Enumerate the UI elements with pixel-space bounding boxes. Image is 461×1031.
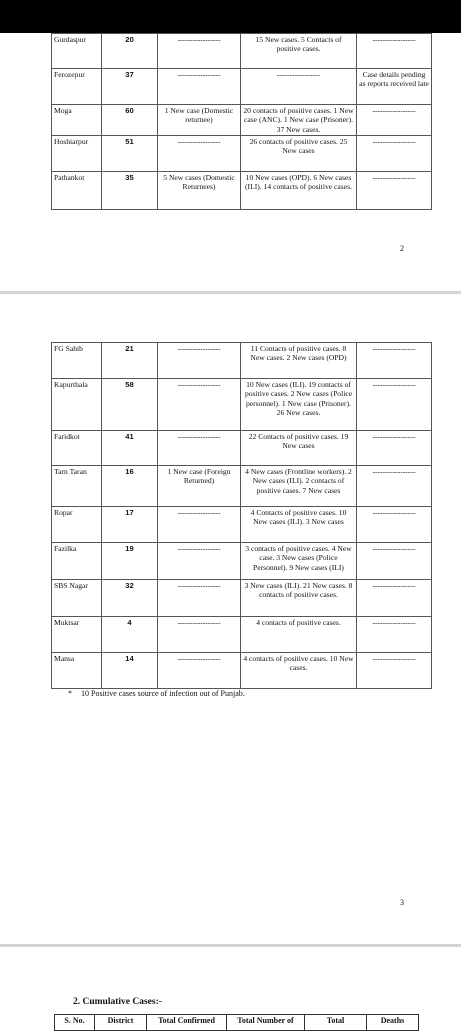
details-cell: 10 New cases (ILI). 19 contacts of positive cases. 2 New cases (Police personnel). 1 New case (Prisoner). 26 New cases. xyxy=(241,379,357,431)
returnee-cell: ----------------- xyxy=(158,136,241,172)
table-row xyxy=(52,617,432,653)
table-row xyxy=(52,466,432,507)
remarks-cell: ----------------- xyxy=(357,172,432,210)
remarks-cell: ----------------- xyxy=(357,379,432,431)
table-row xyxy=(52,136,432,172)
details-cell: 4 contacts of positive cases. xyxy=(241,617,357,653)
table-row xyxy=(52,543,432,580)
table-row xyxy=(52,379,432,431)
remarks-cell: ----------------- xyxy=(357,343,432,379)
count-cell: 14 xyxy=(102,653,158,689)
remarks-cell: ----------------- xyxy=(357,617,432,653)
table-row xyxy=(52,343,432,379)
district-cell: SBS Nagar xyxy=(52,580,102,617)
count-cell: 4 xyxy=(102,617,158,653)
district-cell: Ferozepur xyxy=(52,69,102,105)
district-cell: FG Sahib xyxy=(52,343,102,379)
count-cell: 37 xyxy=(102,69,158,105)
count-cell: 51 xyxy=(102,136,158,172)
count-cell: 60 xyxy=(102,105,158,136)
details-cell: 3 contacts of positive cases. 4 New case. 3 New cases (Police Personnel). 9 New cases (ILI) xyxy=(241,543,357,580)
details-cell: 15 New cases. 5 Contacts of positive cases. xyxy=(241,34,357,69)
count-cell: 17 xyxy=(102,507,158,543)
returnee-cell: ----------------- xyxy=(158,343,241,379)
returnee-cell: 1 New case (Domestic returnee) xyxy=(158,105,241,136)
page2-cases-table xyxy=(51,33,432,210)
remarks-cell: ----------------- xyxy=(357,507,432,543)
remarks-cell: ----------------- xyxy=(357,136,432,172)
header-total-confirmed: Total Confirmed xyxy=(147,1015,227,1031)
details-cell: 20 contacts of positive cases. 1 New case (ANC). 1 New case (Prisoner). 37 New cases. xyxy=(241,105,357,136)
table-row xyxy=(52,653,432,689)
details-cell: 3 New cases (ILI). 21 New cases. 8 contacts of positive cases. xyxy=(241,580,357,617)
remarks-cell: ----------------- xyxy=(357,34,432,69)
footnote xyxy=(68,689,245,698)
district-cell: Moga xyxy=(52,105,102,136)
returnee-cell: ----------------- xyxy=(158,543,241,580)
returnee-cell: ----------------- xyxy=(158,431,241,466)
table-row xyxy=(52,580,432,617)
footnote-marker: * xyxy=(68,689,72,698)
count-cell: 16 xyxy=(102,466,158,507)
page-number: 3 xyxy=(400,898,404,907)
section-title: 2. Cumulative Cases:- xyxy=(73,997,162,1007)
district-cell: Tarn Taran xyxy=(52,466,102,507)
page-separator xyxy=(0,291,461,294)
details-cell: 10 New cases (OPD). 6 New cases (ILI). 14 contacts of positive cases. xyxy=(241,172,357,210)
table-row xyxy=(52,69,432,105)
details-cell: 11 Contacts of positive cases. 8 New cases. 2 New cases (OPD) xyxy=(241,343,357,379)
returnee-cell: ----------------- xyxy=(158,34,241,69)
district-cell: Kapurthala xyxy=(52,379,102,431)
table-header-row xyxy=(55,1015,419,1031)
district-cell: Hoshiarpur xyxy=(52,136,102,172)
table-row xyxy=(52,105,432,136)
returnee-cell: ----------------- xyxy=(158,69,241,105)
returnee-cell: ----------------- xyxy=(158,379,241,431)
count-cell: 19 xyxy=(102,543,158,580)
header-total: Total xyxy=(305,1015,367,1031)
details-cell: 4 Contacts of positive cases. 10 New cases (ILI). 3 New cases xyxy=(241,507,357,543)
district-cell: Muktsar xyxy=(52,617,102,653)
returnee-cell: ----------------- xyxy=(158,580,241,617)
table-row xyxy=(52,431,432,466)
top-black-bar xyxy=(0,0,461,33)
page3-cases-table xyxy=(51,342,432,689)
table-row xyxy=(52,172,432,210)
district-cell: Fazilka xyxy=(52,543,102,580)
district-cell: Ropar xyxy=(52,507,102,543)
header-sno: S. No. xyxy=(55,1015,95,1031)
remarks-cell: ----------------- xyxy=(357,653,432,689)
returnee-cell: ----------------- xyxy=(158,507,241,543)
remarks-cell: ----------------- xyxy=(357,466,432,507)
remarks-cell: ----------------- xyxy=(357,431,432,466)
district-cell: Pathankot xyxy=(52,172,102,210)
header-district: District xyxy=(95,1015,147,1031)
remarks-cell: ----------------- xyxy=(357,105,432,136)
details-cell: 26 contacts of positive cases. 25 New cases xyxy=(241,136,357,172)
remarks-cell: Case details pending as reports received late xyxy=(357,69,432,105)
remarks-cell: ----------------- xyxy=(357,580,432,617)
returnee-cell: ----------------- xyxy=(158,653,241,689)
details-cell: ----------------- xyxy=(241,69,357,105)
details-cell: 22 Contacts of positive cases. 19 New cases xyxy=(241,431,357,466)
remarks-cell: ----------------- xyxy=(357,543,432,580)
district-cell: Faridkot xyxy=(52,431,102,466)
returnee-cell: 1 New case (Foreign Returned) xyxy=(158,466,241,507)
table-row xyxy=(52,34,432,69)
details-cell: 4 New cases (Frontline workers). 2 New cases (ILI). 2 contacts of positive cases. 7 New cases xyxy=(241,466,357,507)
count-cell: 32 xyxy=(102,580,158,617)
details-cell: 4 contacts of positive cases. 10 New cases. xyxy=(241,653,357,689)
header-total-number: Total Number of xyxy=(227,1015,305,1031)
footnote-text: 10 Positive cases source of infection out of Punjab. xyxy=(81,689,245,698)
page-number: 2 xyxy=(400,244,404,253)
count-cell: 41 xyxy=(102,431,158,466)
page-separator xyxy=(0,944,461,947)
count-cell: 58 xyxy=(102,379,158,431)
cumulative-cases-table xyxy=(54,1014,419,1031)
district-cell: Mansa xyxy=(52,653,102,689)
returnee-cell: 5 New cases (Domestic Returnees) xyxy=(158,172,241,210)
count-cell: 35 xyxy=(102,172,158,210)
table-row xyxy=(52,507,432,543)
returnee-cell: ----------------- xyxy=(158,617,241,653)
header-deaths: Deaths xyxy=(367,1015,419,1031)
count-cell: 21 xyxy=(102,343,158,379)
district-cell: Gurdaspur xyxy=(52,34,102,69)
count-cell: 20 xyxy=(102,34,158,69)
